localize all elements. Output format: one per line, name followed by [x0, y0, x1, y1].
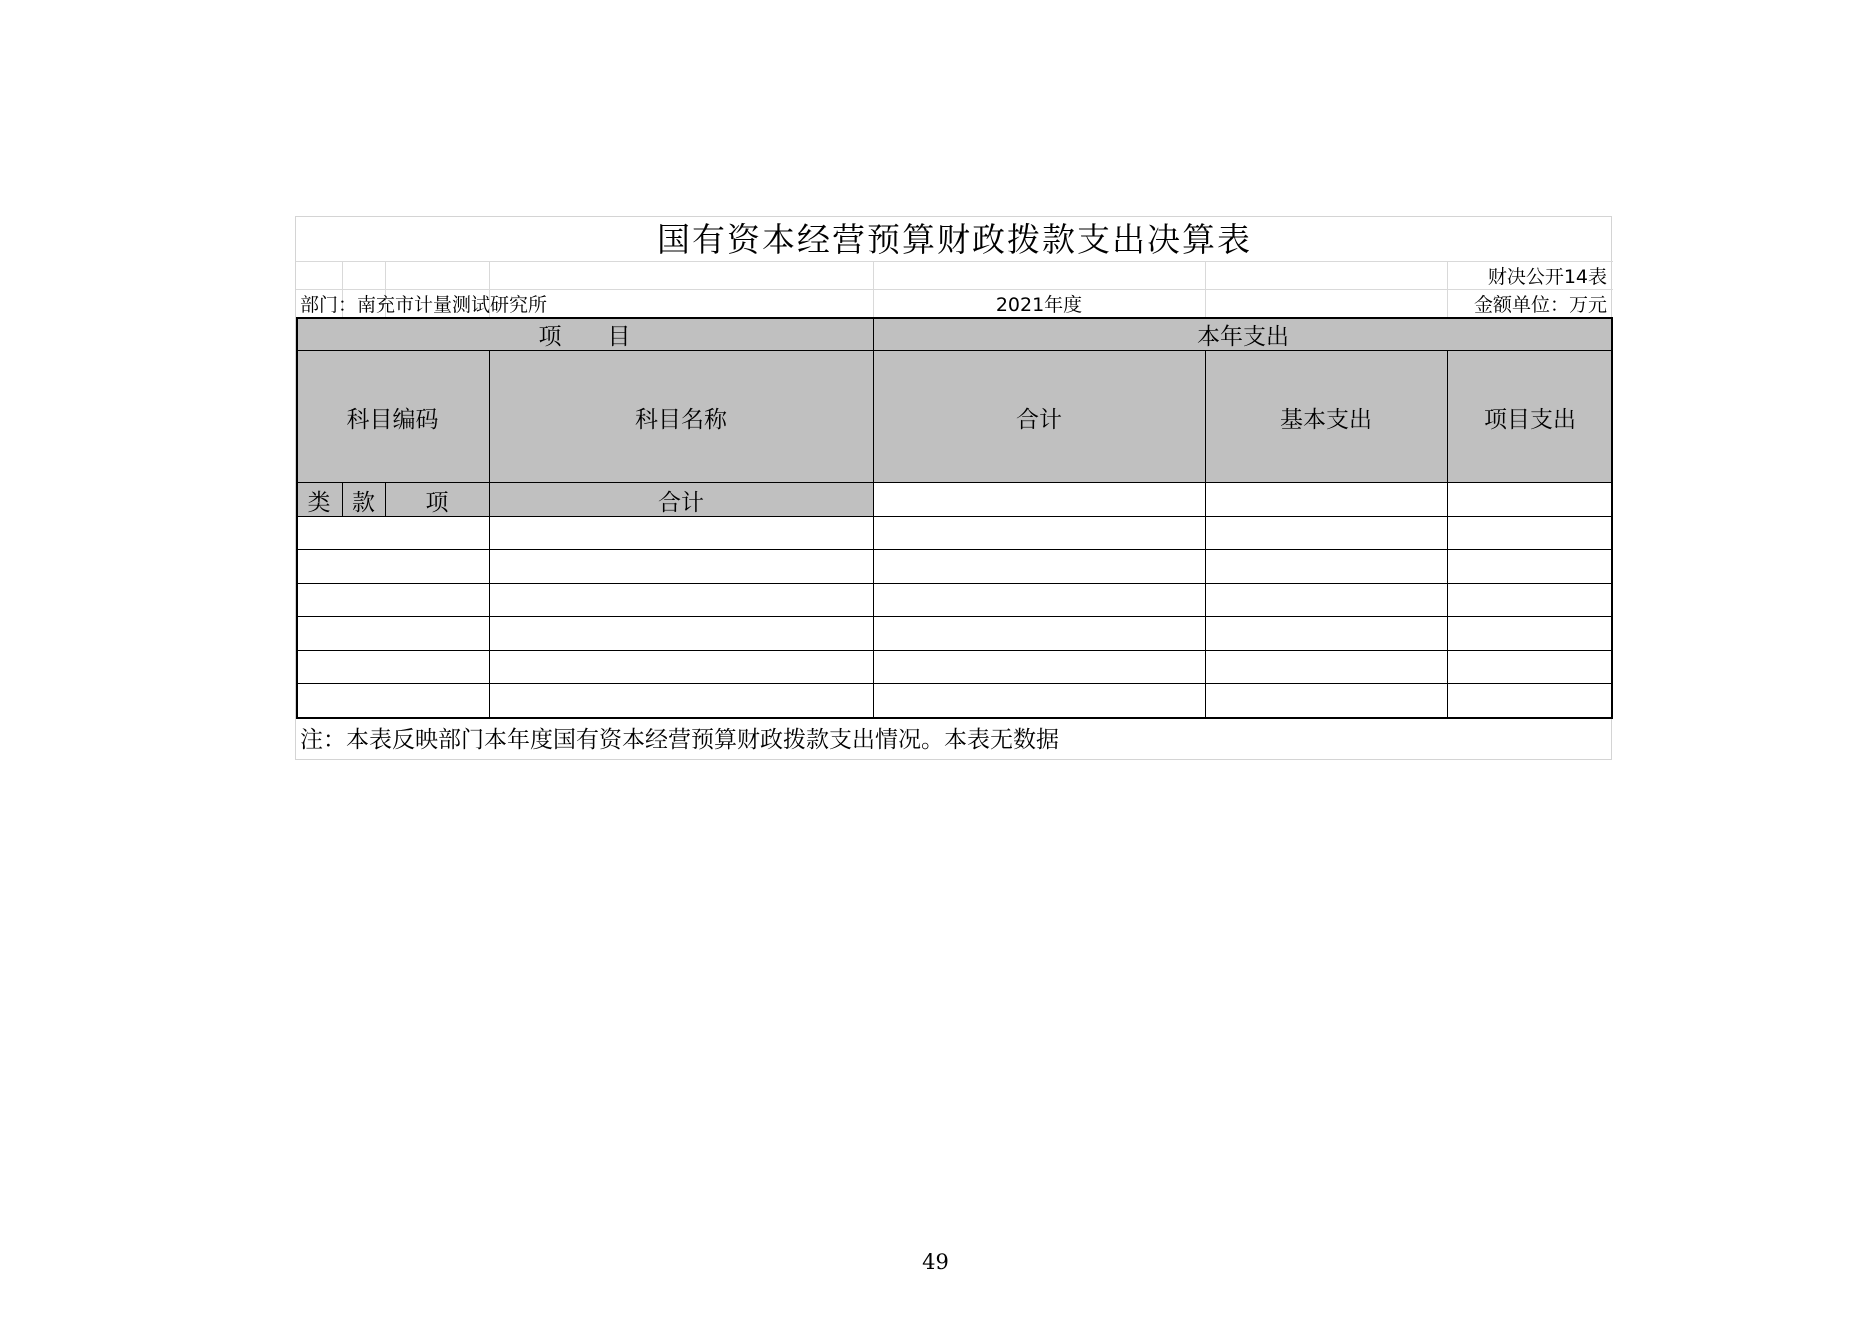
- header-subject-name: 科目名称: [635, 406, 727, 433]
- gridline: [1205, 261, 1206, 317]
- amount-unit: 金额单位：万元: [1473, 294, 1607, 316]
- fiscal-year: 2021年度: [995, 294, 1083, 316]
- table-border: [385, 483, 386, 517]
- page-number: 49: [922, 1250, 949, 1274]
- table-border: [342, 483, 343, 517]
- table-border: [1447, 351, 1448, 719]
- table-border: [296, 317, 1613, 319]
- table-border: [489, 351, 490, 719]
- department-label: 部门：南充市计量测试研究所: [300, 294, 548, 316]
- table-border: [296, 717, 1613, 719]
- total-row-label: 合计: [658, 489, 704, 516]
- header-expense-group: 本年支出: [1197, 323, 1289, 350]
- table-title: 国有资本经营预算财政拨款支出决算表: [657, 220, 1252, 259]
- subheader-kuan: 款: [352, 489, 375, 516]
- table-border: [296, 317, 298, 719]
- header-basic-expense: 基本支出: [1280, 406, 1372, 433]
- subheader-lei: 类: [307, 489, 331, 516]
- subheader-xiang: 项: [425, 489, 449, 516]
- header-project-expense: 项目支出: [1484, 406, 1576, 433]
- table-border: [1205, 351, 1206, 719]
- table-border: [296, 549, 1613, 550]
- header-subject-code: 科目编码: [346, 406, 439, 433]
- table-border: [296, 350, 1613, 351]
- table-border: [296, 516, 1613, 517]
- table-border: [296, 583, 1613, 584]
- header-total: 合计: [1016, 406, 1062, 433]
- table-border: [296, 650, 1613, 651]
- header-item-group: 项 目: [538, 323, 631, 350]
- gridline: [1447, 261, 1448, 317]
- table-border: [873, 317, 874, 719]
- form-code: 财决公开14表: [1487, 266, 1607, 288]
- table-note: 注：本表反映部门本年度国有资本经营预算财政拨款支出情况。本表无数据: [300, 727, 1059, 753]
- table-border: [296, 616, 1613, 617]
- table-border: [1611, 317, 1613, 719]
- gridline: [296, 289, 1613, 290]
- gridline: [296, 261, 1613, 262]
- table-border: [296, 683, 1613, 684]
- table-sheet: [295, 216, 1612, 760]
- table-border: [296, 482, 1613, 483]
